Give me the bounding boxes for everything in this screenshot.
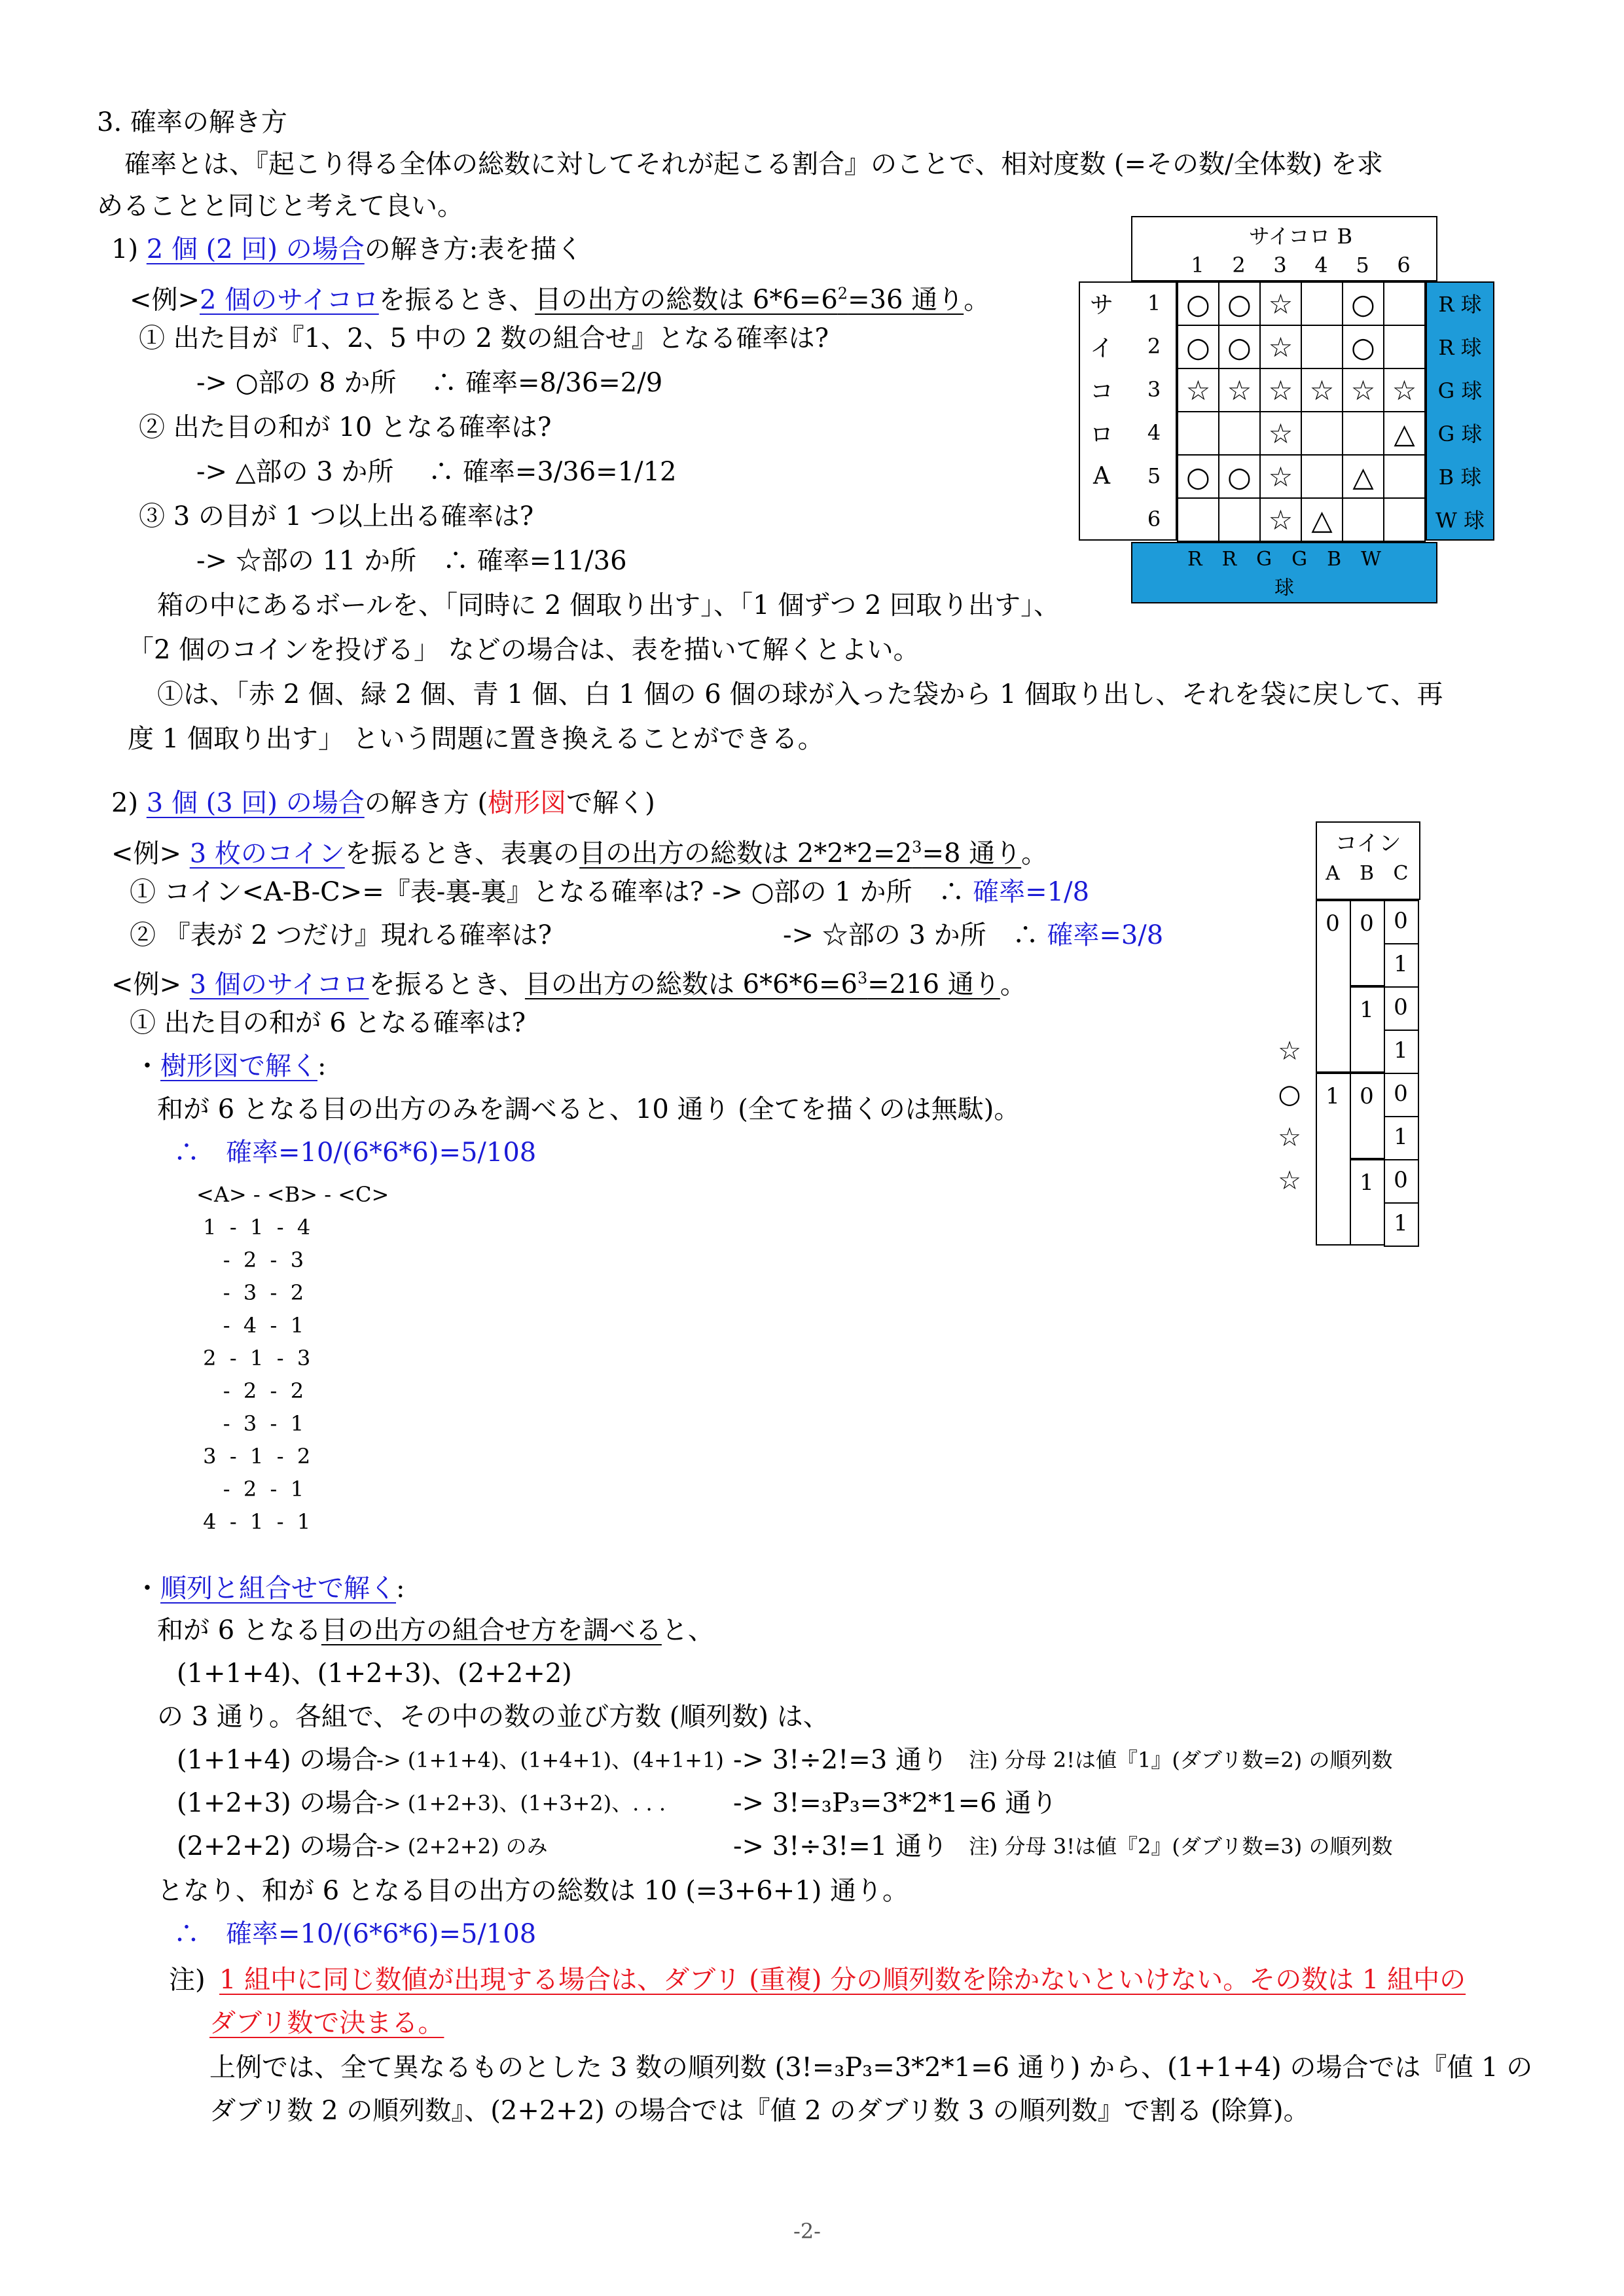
case2-result: -> 3!=₃P₃=3*2*1=6 通り [733,1788,1058,1818]
dice-cell: ☆ [1259,368,1302,412]
coin-c-value: 1 [1394,1037,1408,1064]
dice-cell: ☆ [1177,368,1219,412]
coin-mark: ☆ [1278,1036,1301,1066]
note-body-2: ダブリ数 2 の順列数』、(2+2+2) の場合では『値 2 のダブリ数 3 の順列数』で割る (除算)。 [209,2096,1310,2126]
intro-line-2: めることと同じと考えて良い。 [97,191,463,221]
dice-ball-label: B 球 [1438,465,1482,490]
dice-row-label: 5 [1147,463,1161,488]
dice-cell [1301,411,1343,456]
dice-row-label: 1 [1147,291,1161,315]
dice-col-label: 3 [1273,253,1287,278]
dice-row-label: 2 [1147,334,1161,359]
note-body-1: 上例では、全て異なるものとした 3 数の順列数 (3!=₃P₃=3*2*1=6 通り) から、(1+1+4) の場合では『値 1 の [209,2053,1533,2083]
part1-example: <例>2 個のサイコロを振るとき、目の出方の総数は $6*6=6^2=36$ 通り。 [130,285,990,315]
coin-title: コイン [1335,831,1401,857]
part1-q1: ① 出た目が『1、2、5 中の 2 数の組合せ』となる確率は? [139,323,829,353]
dice-ball-row-word: 球 [1274,577,1294,600]
part1-para-3: ①は、「赤 2 個、緑 2 個、青 1 個、白 1 個の 6 個の球が入った袋から 1 個取り出し、それを袋に戻して、再 [157,679,1443,709]
coin-mark: ☆ [1278,1122,1301,1153]
coin-c-value: 1 [1394,1124,1408,1150]
example-link-3dice[interactable]: 3 個のサイコロ [189,969,369,1000]
coin-a-value: 1 [1326,1083,1340,1109]
coin-a-value: 0 [1326,910,1340,937]
tree-row: - 4 - 1 [196,1313,304,1338]
dice-cell: △ [1383,411,1426,456]
part1-q2: ② 出た目の和が 10 となる確率は? [139,412,552,442]
tree-row: - 2 - 2 [196,1378,304,1403]
part2-q1: ① コイン<A-B-C>=『表-裏-裏』となる確率は? -> ○部の 1 か所 ∴ 確率=1/8 [130,877,1090,907]
part1-heading-link[interactable]: 2 個 (2 回) の場合 [146,234,365,264]
perm-method-heading: ・順列と組合せで解く: [134,1573,405,1604]
case3-lead: (2+2+2) の場合 [177,1831,378,1861]
part1-para-4: 度 1 個取り出す」 という問題に置き換えることができる。 [128,724,824,754]
tree-row: - 3 - 1 [196,1411,304,1436]
coin-mark: ○ [1278,1079,1301,1109]
tree-answer: ∴ 確率=10/(6*6*6)=5/108 [173,1138,537,1168]
dice3-total: 目の出方の総数は $6*6*6=6^3=216$ 通り [524,969,1000,1000]
dice-cell: ○ [1342,325,1384,369]
dice-cell: ☆ [1301,368,1343,412]
dice-cell: △ [1301,497,1343,542]
dice-cell: ☆ [1259,411,1302,456]
case1-list: -> (1+1+4)、(1+4+1)、(4+1+1) [376,1748,724,1772]
coin-c-value: 0 [1394,908,1408,934]
part1-heading [111,230,583,268]
example-link-dice[interactable]: 2 個のサイコロ [200,285,379,315]
perm-method-link[interactable]: 順列と組合せで解く [160,1573,396,1604]
tree-description: 和が 6 となる目の出方のみを調べると、10 通り (全てを描くのは無駄)。 [157,1094,1020,1124]
dice-cell: △ [1342,454,1384,499]
intro-line-1: 確率とは、『起こり得る全体の総数に対してそれが起こる割合』のことで、相対度数 (=その数/全体数) を求 [124,149,1383,179]
perm-answer: ∴ 確率=10/(6*6*6)=5/108 [173,1919,537,1949]
dice-row-char: ロ [1089,421,1113,448]
dice-row-label: 4 [1147,420,1161,445]
dice-cell [1301,325,1343,369]
tree-diagram-keyword: 樹形図 [488,788,567,818]
dice-cell: ○ [1177,454,1219,499]
dice-row-label: 3 [1147,377,1161,402]
dice-cell [1301,454,1343,499]
dice-cell: ☆ [1259,454,1302,499]
perm-description: 和が 6 となる目の出方の組合せ方を調べると、 [157,1615,714,1645]
part1-a1: -> ○部の 8 か所 ∴ 確率=8/36=2/9 [196,368,663,398]
dice-row-char: コ [1089,378,1113,405]
dice-cell: ○ [1342,281,1384,326]
coin-b-value: 1 [1360,1170,1374,1196]
dice-cell [1342,497,1384,542]
tree-row: 1 - 1 - 4 [196,1215,311,1240]
part1-a3: -> ☆部の 11 か所 ∴ 確率=11/36 [196,546,627,576]
dice-ball-row-labels: R R G G B W [1187,548,1381,571]
dice-ball-label: W 球 [1435,508,1485,533]
dice-cell [1218,497,1261,542]
dice-cell [1383,454,1426,499]
part1-a2: -> △部の 3 か所 ∴ 確率=3/36=1/12 [196,457,677,487]
example-mid: を振るとき、 [378,285,535,315]
dice-col-label: 6 [1397,253,1411,278]
dice-row-char [1085,497,1118,541]
case1-result: -> 3!÷2!=3 通り [733,1745,948,1775]
dice-cell: ○ [1218,281,1261,326]
part2-q2: ② 『表が 2 つだけ』現れる確率は? [130,920,552,950]
dice-cell: ☆ [1218,368,1261,412]
part2-example-dice: <例> 3 個のサイコロを振るとき、目の出方の総数は $6*6*6=6^3=216$ 通り。 [111,969,1026,1000]
tree-row: 2 - 1 - 3 [196,1346,311,1371]
part2-heading-link[interactable]: 3 個 (3 回) の場合 [146,788,365,818]
dice-row-char: サ [1089,291,1113,319]
section-title: 3. 確率の解き方 [97,107,287,137]
part1-para-2: 「2 個のコインを投げる」 などの場合は、表を描いて解くとよい。 [128,635,920,665]
example-prefix: <例> [130,285,200,315]
coin-c-value: 0 [1394,994,1408,1020]
tree-row: - 2 - 3 [196,1247,304,1272]
coin-total: 目の出方の総数は $2*2*2=2^3=8$ 通り [579,838,1022,869]
dice-cell [1383,497,1426,542]
part1-para-1: 箱の中にあるボールを、「同時に 2 個取り出す」、「1 個ずつ 2 回取り出す」、 [157,590,1060,620]
dice-cell: ☆ [1342,368,1384,412]
tree-row: - 2 - 1 [196,1477,304,1501]
dice-row-char: A [1093,462,1110,490]
tree-method-link[interactable]: 樹形図で解く [160,1051,317,1081]
dice-ball-label: G 球 [1437,422,1483,446]
dice-cell: ☆ [1383,368,1426,412]
part2-example-coins: <例> 3 枚のコインを振るとき、表裏の目の出方の総数は $2*2*2=2^3=8$ 通り。 [111,838,1048,869]
part2-heading: 2) 3 個 (3 回) の場合の解き方 (樹形図で解く) [111,788,655,818]
part1-q3: ③ 3 の目が 1 つ以上出る確率は? [139,501,534,531]
dice-cell [1218,411,1261,456]
note-red-line-1: 1 組中に同じ数値が出現する場合は、ダブリ (重複) 分の順列数を除かないといけない。その数は 1 組中の [219,1965,1466,1995]
dice-cell [1301,281,1343,326]
tree-header: <A> - <B> - <C> [196,1182,389,1207]
part2-q3: ① 出た目の和が 6 となる確率は? [130,1008,526,1038]
page-number: -2- [793,2219,821,2244]
case2-list: -> (1+2+3)、(1+3+2)、. . . [376,1791,666,1816]
perm-total: となり、和が 6 となる目の出方の総数は 10 (=3+6+1) 通り。 [157,1876,909,1906]
coin-c-value: 0 [1394,1081,1408,1107]
coin-b-value: 0 [1360,910,1374,937]
coin-col-label: B [1359,862,1375,885]
perm-combos: (1+1+4)、(1+2+3)、(2+2+2) [177,1659,572,1689]
coin-c-value: 1 [1394,951,1408,977]
dice-cell: ○ [1218,325,1261,369]
perm-count-intro: の 3 通り。各組で、その中の数の並び方数 (順列数) は、 [157,1702,829,1732]
coin-b-value: 0 [1360,1083,1374,1109]
part2-q2-result: -> ☆部の 3 か所 ∴ 確率=3/8 [783,920,1164,950]
dice-row-char: イ [1089,334,1113,362]
note-red-line-2: ダブリ数で決まる。 [209,2008,444,2038]
coin-answer-2: 確率=3/8 [1047,920,1164,950]
coin-col-label: C [1393,862,1409,885]
dice-col-label: 5 [1356,253,1369,278]
tree-row: - 3 - 2 [196,1280,304,1305]
dice-ball-label: R 球 [1438,335,1482,360]
case3-list: -> (2+2+2) のみ [376,1834,548,1859]
part1-heading-suffix: の解き方:表を描く [364,234,583,264]
case3-note: 注) 分母 3!は値『2』(ダブリ数=3) の順列数 [969,1834,1393,1859]
coin-mark: ☆ [1278,1166,1301,1196]
dice-ball-label: G 球 [1437,378,1483,403]
dice-header-b: サイコロ B [1248,224,1353,249]
coin-b-value: 1 [1360,997,1374,1023]
dice-ball-label: R 球 [1438,292,1482,317]
dice-col-label: 1 [1191,253,1204,278]
example-link-coins[interactable]: 3 枚のコイン [189,838,345,869]
note-prefix: 注) [169,1965,206,1995]
tree-method-heading: ・樹形図で解く: [134,1051,327,1081]
dice-cell [1342,411,1384,456]
dice-col-label: 2 [1232,253,1246,278]
dice-cell: ☆ [1259,325,1302,369]
case3-result: -> 3!÷3!=1 通り [733,1831,948,1861]
coin-answer-1: 確率=1/8 [973,877,1090,907]
dice-col-label: 4 [1314,253,1328,278]
dice-cell: ○ [1177,325,1219,369]
dice-cell: ○ [1177,281,1219,326]
coin-col-label: A [1326,862,1340,885]
dice-cell [1177,497,1219,542]
dice-row-label: 6 [1147,507,1161,531]
case2-lead: (1+2+3) の場合 [177,1788,378,1818]
case1-note: 注) 分母 2!は値『1』(ダブリ数=2) の順列数 [969,1748,1393,1772]
coin-c-value: 1 [1394,1210,1408,1236]
dice-cell: ☆ [1259,497,1302,542]
case1-lead: (1+1+4) の場合 [177,1745,378,1775]
example-total: 目の出方の総数は $6*6=6^2=36$ 通り [535,285,964,315]
dice-cell: ☆ [1259,281,1302,326]
dice-cell [1177,411,1219,456]
dice-cell [1383,281,1426,326]
coin-c-value: 0 [1394,1167,1408,1193]
dice-cell [1383,325,1426,369]
dice-cell: ○ [1218,454,1261,499]
part1-number: 1) [111,234,139,264]
tree-row: 4 - 1 - 1 [196,1509,311,1534]
tree-row: 3 - 1 - 2 [196,1444,311,1469]
